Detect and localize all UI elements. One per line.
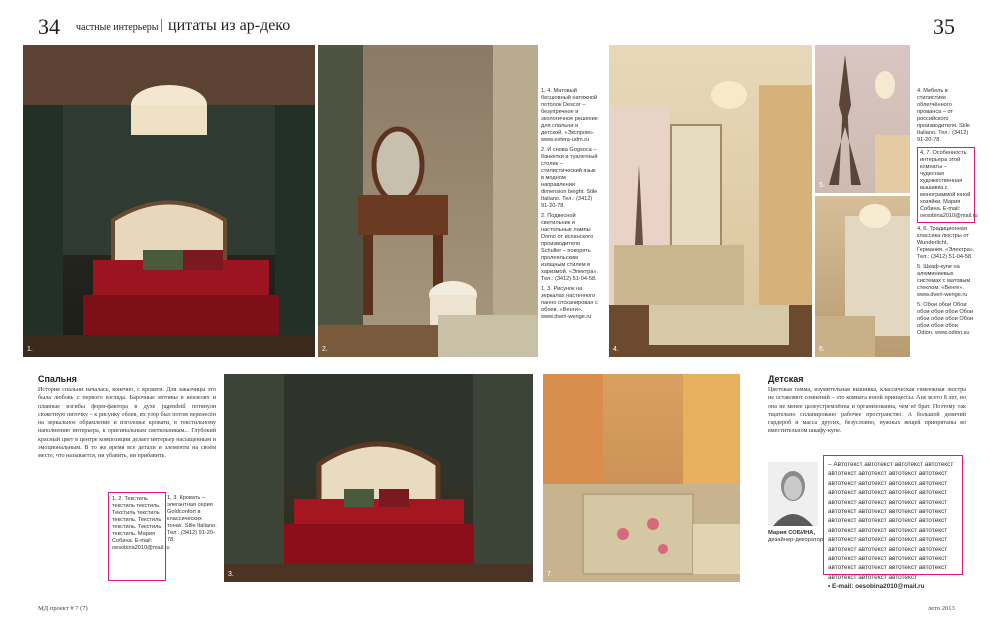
nursery-heading: Детская <box>768 374 804 384</box>
photo-number-label: 6. <box>819 346 825 353</box>
footer-issue: МД проект # 7 (7) <box>38 605 88 612</box>
photo-eiffel-wall <box>815 45 910 193</box>
caption-text: 4, 7. Особенность интерьера этой комнаты – чудесная художественная вышивка с монограммой юной хозяйки. Мария Собина. E-mail: oesobina2010@mail.ru <box>920 150 978 219</box>
photo-embroidery <box>543 374 740 582</box>
designer-role: дизайнер-декоратор <box>768 537 824 543</box>
photo-bedroom-bed <box>23 45 315 357</box>
photo-number-label: 5. <box>819 182 825 189</box>
photo-number-label: 4. <box>613 346 619 353</box>
bedroom-heading: Спальня <box>38 374 77 384</box>
highlighted-caption <box>917 147 978 223</box>
photo-bed-closeup <box>224 374 533 582</box>
designer-quote-box <box>823 455 963 591</box>
header-separator: | <box>160 17 164 33</box>
photo-kids-room <box>609 45 812 357</box>
caption-text: 2. И снова Gogsoca – банкетки и туалетный столик – стилистический язык в модном направлении dimension beight. Stile Italiano. Тел.: (3412) 91-20-78. <box>541 147 598 209</box>
left-page-number: 34 <box>38 14 60 39</box>
caption-text: 2. Подвесной светильник и настольные лампы Domo от испанского производителя Schuller – покорять пролеяльским изящным стилем в харизмой. «Электра». Тел.: (3412) 51-04-58. <box>541 213 599 282</box>
photo-number-label: 3. <box>228 571 234 578</box>
designer-portrait <box>768 462 818 526</box>
caption-text: 5. Обои обои Обои обои обои обои Обои обои обои обои Обои обои обои обои. Odion. www.odion.su <box>917 302 974 336</box>
nursery-text: Цветовая гамма, изумительная вышивка, классическая гемеежная люстра не оставляют сомнений – это комната юной принцессы. Ане всего 8 лет, но она не менее целеустремлённа и организованна, чем её брат. Поэтому так тщательно спланировано рабочее пространство. А большой девичий гардероб и масса других, безусловно, нужных вещей припрятаны во вместительном шкафу-купе. <box>768 387 966 435</box>
caption-text: 5. Шкаф-купе на алюминиевых системах с матовым стеклом. «Венге». www.dveri-wenge.ru <box>917 264 971 298</box>
caption-text: 1, 3. Рисунок на зеркалах настенного панно отсканирован с обоев. «Венги». www.dveri-wenge.ru <box>541 286 598 320</box>
designer-name: Мария СОБИНА, <box>768 530 816 536</box>
bedroom-caption: 1, 3. Кровать – элегантная серия Goldconfort в классических тонах. Stile Italiano. Тел.: (3412) 91-20-78. <box>167 495 217 543</box>
quote-text: – Автотекст автотекст автотекст автотекст автотекст автотекст автотекст автотекст автотекст автотекст автотекст автотекст автотекст автотекст автотекст автотекст автотекст автотекст автотекст автотекст автотекст автотекст автотекст автотекст автотекст автотекст автотекст автотекст автотекст автотекст автотекст автотекст автотекст автотекст автотекст автотекст автотекст автотекст автотекст автотекст автотекст автотекст автотекст автотекст автотекст автотекст автотекст автотекст автотекст автотекст автотекст <box>828 461 954 581</box>
photo-number-label: 7. <box>547 571 553 578</box>
photo-vanity <box>318 45 538 357</box>
caption-text: 1, 4. Матовый бесшовный натяжной потолок Descor – безупречное и экологичное решение для спальни и детской. «Экспром». www.extera-udm.ru <box>541 88 598 143</box>
photo-number-label: 1. <box>27 346 33 353</box>
footer-season: лето 2013 <box>928 605 955 612</box>
caption-text: 4, 6. Традиционная классика люстры от Wunderlicht, Германия. «Электра». Тел.: (3412) 51-04-58. <box>917 226 975 260</box>
designer-credit <box>768 530 828 544</box>
quote-email: • E-mail: oesobina2010@mail.ru <box>828 583 925 591</box>
photo-wardrobe <box>815 196 910 357</box>
page-title: цитаты из ар-деко <box>168 17 291 34</box>
right-captions <box>917 88 978 340</box>
caption-text: 1, 2. Текстиль текстиль текстиль. Текстиль текстиль текстиль. Текстиль текстиль. Текстиль текстиль. Мария Собина. E-mail: oesobina2010@mail.ru <box>112 496 170 551</box>
section-label: частные интерьеры <box>76 22 159 33</box>
caption-text: 4. Мебель в стилистике облегчённого прованса – от российского производителя. Stile Italiano. Тел.: (3412) 91-20-78. <box>917 88 970 143</box>
right-page-number: 35 <box>933 14 955 39</box>
bedroom-caption-boxed <box>108 492 170 581</box>
left-captions <box>541 88 599 324</box>
photo-number-label: 2. <box>322 346 328 353</box>
bedroom-text: История спальни началась, конечно, с кровати. Для заказчицы это была любовь с первого взгляда. Барочные мотивы в вензелях и плавные изгибы форм-фактора в духе jugendstil потянули сюжетную ниточку – к рисунку обоев, их узор был потом перенесён на зеркальное обрамление и изголовье кровати, в текстильному наполнению интерьера, к оригинальным светильникам... Глубокий красный цвет в центре композиции делает интерьер насыщенным и эмоциональным. В то же время все детали и элементы на своём месте, что называется, ни убавить, ни прибавить. <box>38 387 216 460</box>
